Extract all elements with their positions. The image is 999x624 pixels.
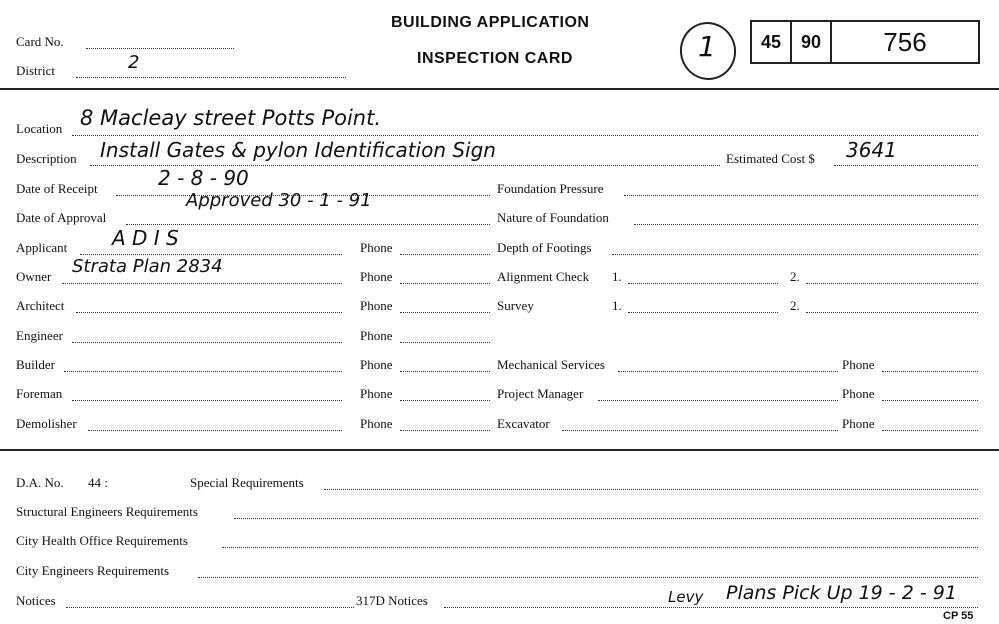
health-line <box>222 547 978 548</box>
health-label: City Health Office Requirements <box>16 533 188 548</box>
form-code: CP 55 <box>943 610 974 622</box>
date-approval-label: Date of Approval <box>16 210 107 225</box>
district-label: District <box>16 63 55 78</box>
title-line2: INSPECTION CARD <box>417 50 573 67</box>
location-line <box>72 135 978 136</box>
estimated-cost-line <box>834 165 978 166</box>
applicant-value: A D I S <box>112 226 179 250</box>
applicant-line <box>80 254 342 255</box>
engineer-label: Engineer <box>16 328 63 343</box>
survey-2-label: 2. <box>790 298 800 313</box>
top-rule <box>0 88 999 90</box>
demolisher-phone-line <box>400 430 490 431</box>
date-receipt-label: Date of Receipt <box>16 181 98 196</box>
estimated-cost-label: Estimated Cost $ <box>726 151 815 166</box>
engineer-line <box>72 342 342 343</box>
mechanical-phone-line <box>882 371 978 372</box>
project-manager-phone-label: Phone <box>842 386 875 401</box>
architect-label: Architect <box>16 298 65 313</box>
nature-foundation-line <box>634 224 978 225</box>
structural-line <box>234 518 978 519</box>
mechanical-line <box>618 371 838 372</box>
special-label: Special Requirements <box>190 475 304 490</box>
foundation-pressure-label: Foundation Pressure <box>497 181 604 196</box>
approval-value: Approved 30 - 1 - 91 <box>186 190 372 211</box>
excavator-phone-label: Phone <box>842 416 875 431</box>
structural-label: Structural Engineers Requirements <box>16 504 198 519</box>
nature-foundation-label: Nature of Foundation <box>497 210 609 225</box>
applicant-phone-label: Phone <box>360 240 393 255</box>
circled-number: 1 <box>698 30 716 63</box>
mechanical-label: Mechanical Services <box>497 357 605 372</box>
excavator-line <box>562 430 838 431</box>
owner-label: Owner <box>16 269 52 284</box>
builder-phone-label: Phone <box>360 357 393 372</box>
alignment-2-label: 2. <box>790 269 800 284</box>
card-no-label: Card No. <box>16 34 64 49</box>
card-no-line <box>86 48 234 49</box>
mechanical-phone-label: Phone <box>842 357 875 372</box>
depth-footings-line <box>612 254 978 255</box>
owner-phone-line <box>400 283 490 284</box>
city-engineers-line <box>198 577 978 578</box>
architect-phone-label: Phone <box>360 298 393 313</box>
architect-phone-line <box>400 312 490 313</box>
survey-1-label: 1. <box>612 298 622 313</box>
owner-value: Strata Plan 2834 <box>72 256 223 277</box>
engineer-phone-label: Phone <box>360 328 393 343</box>
description-label: Description <box>16 151 77 166</box>
owner-phone-label: Phone <box>360 269 393 284</box>
foreman-phone-line <box>400 400 490 401</box>
title-line1: BUILDING APPLICATION <box>391 14 590 31</box>
alignment-1-line <box>628 283 778 284</box>
survey-label: Survey <box>497 298 534 313</box>
survey-1-line <box>628 312 778 313</box>
alignment-check-label: Alignment Check <box>497 269 590 284</box>
date-receipt-value: 2 - 8 - 90 <box>158 166 249 190</box>
depth-footings-label: Depth of Footings <box>497 240 592 255</box>
middle-rule <box>0 449 999 451</box>
location-value: 8 Macleay street Potts Point. <box>80 106 382 130</box>
notices-line <box>66 607 354 608</box>
notices-317-label: 317D Notices <box>356 593 428 608</box>
special-line <box>324 489 978 490</box>
description-value: Install Gates & pylon Identification Sign <box>100 138 496 162</box>
survey-2-line <box>806 312 978 313</box>
foreman-label: Foreman <box>16 386 63 401</box>
project-manager-line <box>598 400 838 401</box>
demolisher-phone-label: Phone <box>360 416 393 431</box>
architect-line <box>76 312 342 313</box>
alignment-2-line <box>806 283 978 284</box>
engineer-phone-line <box>400 342 490 343</box>
city-engineers-label: City Engineers Requirements <box>16 563 170 578</box>
excavator-label: Excavator <box>497 416 550 431</box>
applicant-phone-line <box>400 254 490 255</box>
levy-label: Levy <box>668 588 704 606</box>
levy-value: Plans Pick Up 19 - 2 - 91 <box>726 582 957 604</box>
builder-line <box>64 371 342 372</box>
demolisher-line <box>88 430 342 431</box>
foreman-phone-label: Phone <box>360 386 393 401</box>
excavator-phone-line <box>882 430 978 431</box>
da-label: D.A. No. <box>16 475 64 490</box>
estimated-cost-value: 3641 <box>846 138 897 162</box>
box-90: 90 <box>790 20 832 64</box>
alignment-1-label: 1. <box>612 269 622 284</box>
district-line <box>76 77 346 78</box>
project-manager-phone-line <box>882 400 978 401</box>
project-manager-label: Project Manager <box>497 386 584 401</box>
location-label: Location <box>16 121 63 136</box>
district-value: 2 <box>128 52 140 73</box>
owner-line <box>62 283 342 284</box>
da-value: 44 : <box>88 475 108 490</box>
box-756: 756 <box>830 20 980 64</box>
date-approval-line <box>126 224 490 225</box>
foundation-pressure-line <box>624 195 978 196</box>
builder-phone-line <box>400 371 490 372</box>
demolisher-label: Demolisher <box>16 416 77 431</box>
notices-317-line <box>444 607 978 608</box>
box-45: 45 <box>750 20 792 64</box>
builder-label: Builder <box>16 357 55 372</box>
applicant-label: Applicant <box>16 240 68 255</box>
foreman-line <box>72 400 342 401</box>
notices-label: Notices <box>16 593 56 608</box>
